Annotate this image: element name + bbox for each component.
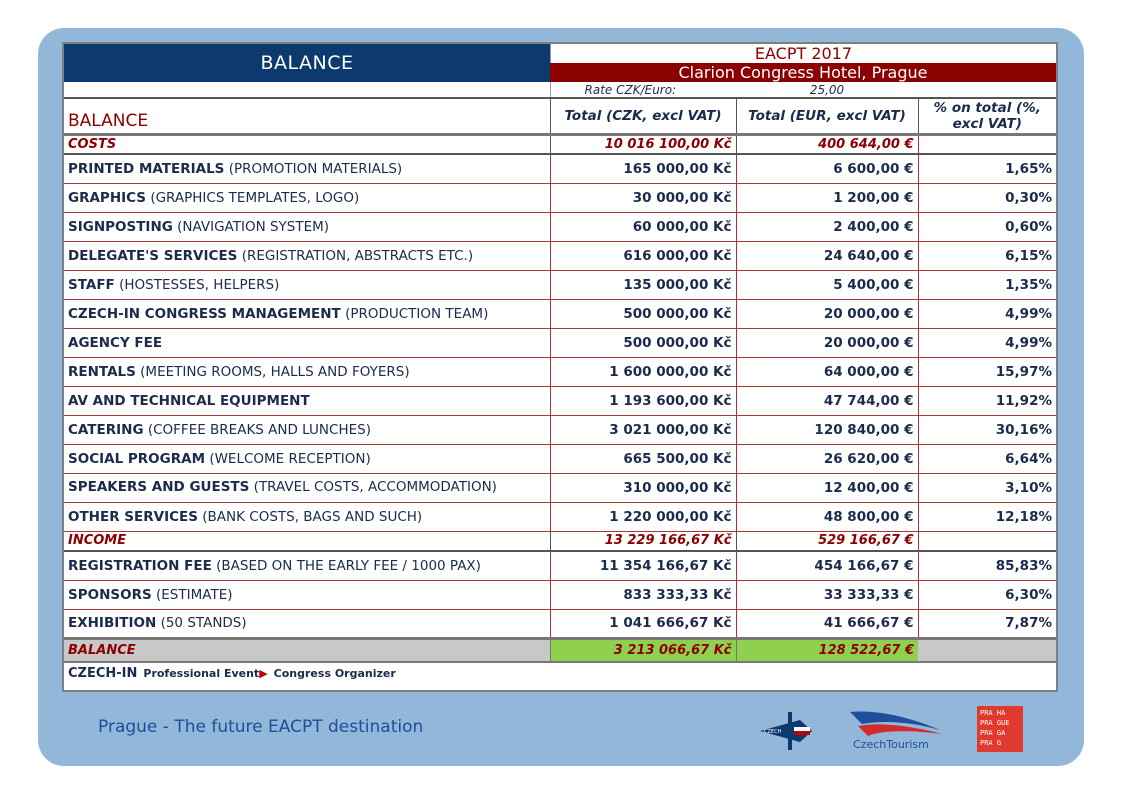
- cost-item-czk: 310 000,00 Kč: [550, 473, 736, 502]
- cost-item-eur: 47 744,00 €: [736, 386, 918, 415]
- item-name: SPEAKERS AND GUESTS: [68, 479, 250, 495]
- item-note: (MEETING ROOMS, HALLS AND FOYERS): [140, 363, 410, 380]
- item-name: CZECH-IN CONGRESS MANAGEMENT: [68, 305, 341, 322]
- footer-tagline-b: Congress Organizer: [273, 667, 396, 680]
- cost-item-name: [64, 154, 550, 183]
- cost-item-name: [64, 473, 550, 502]
- costs-czk: 10 016 100,00 Kč: [550, 134, 736, 154]
- balance-row: [64, 638, 1056, 662]
- cost-item-czk: 60 000,00 Kč: [550, 212, 736, 241]
- income-item-eur: 454 166,67 €: [736, 551, 918, 580]
- item-name: SOCIAL PROGRAM: [68, 450, 206, 467]
- cost-item-name: [64, 299, 550, 328]
- item-name: CATERING: [68, 421, 144, 438]
- income-row: [64, 531, 1056, 551]
- cost-item-name: [64, 183, 550, 212]
- item-name: GRAPHICS: [68, 189, 147, 206]
- item-note: (50 STANDS): [160, 615, 247, 631]
- cost-item-eur: 1 200,00 €: [736, 183, 918, 212]
- item-name: AGENCY FEE: [68, 334, 163, 351]
- cost-item-eur: 48 800,00 €: [736, 502, 918, 531]
- income-item-name: [64, 551, 550, 580]
- balance-label: BALANCE: [64, 638, 550, 662]
- balance-czk: 3 213 066,67 Kč: [550, 638, 736, 662]
- item-note: (HOSTESSES, HELPERS): [119, 276, 280, 293]
- item-note: (ESTIMATE): [156, 586, 233, 603]
- income-item-eur: 41 666,67 €: [736, 609, 918, 638]
- item-note: (COFFEE BREAKS AND LUNCHES): [147, 421, 371, 438]
- income-item-name: [64, 609, 550, 638]
- cost-item-row: [64, 328, 1056, 357]
- cost-item-row: [64, 473, 1056, 502]
- item-note: (NAVIGATION SYSTEM): [177, 218, 330, 235]
- item-note: (WELCOME RECEPTION): [209, 450, 371, 467]
- item-name: SIGNPOSTING: [68, 218, 173, 235]
- cost-item-row: [64, 357, 1056, 386]
- costs-eur: 400 644,00 €: [736, 134, 918, 154]
- cost-item-row: [64, 212, 1056, 241]
- footer-row: [64, 662, 1056, 684]
- event-name: EACPT 2017: [550, 44, 1056, 63]
- budget-table: [64, 82, 1056, 684]
- income-item-pct: 7,87%: [918, 609, 1056, 638]
- cost-item-eur: 26 620,00 €: [736, 444, 918, 473]
- czech-in-logo: [760, 710, 812, 752]
- cost-item-pct: 0,30%: [918, 183, 1056, 212]
- cost-item-pct: 4,99%: [918, 299, 1056, 328]
- income-item-czk: 833 333,33 Kč: [550, 580, 736, 609]
- cost-item-row: [64, 270, 1056, 299]
- income-item-eur: 33 333,33 €: [736, 580, 918, 609]
- income-item-name: [64, 580, 550, 609]
- czechtourism-label: CzechTourism: [853, 738, 929, 751]
- cost-item-pct: 0,60%: [918, 212, 1056, 241]
- item-name: OTHER SERVICES: [68, 508, 198, 525]
- arrow-icon: ▶: [259, 667, 268, 680]
- header-title: BALANCE: [64, 44, 550, 82]
- cost-item-name: [64, 444, 550, 473]
- col-header-pct: % on total (%, excl VAT): [918, 98, 1056, 134]
- cost-item-pct: 11,92%: [918, 386, 1056, 415]
- cost-item-row: [64, 386, 1056, 415]
- income-item-czk: 1 041 666,67 Kč: [550, 609, 736, 638]
- rate-value: 25,00: [736, 82, 918, 98]
- svg-text:CZECH: CZECH: [764, 729, 782, 735]
- balance-eur: 128 522,67 €: [736, 638, 918, 662]
- cost-item-name: [64, 386, 550, 415]
- cost-item-pct: 6,15%: [918, 241, 1056, 270]
- venue-name: Clarion Congress Hotel, Prague: [550, 63, 1056, 82]
- item-note: (BASED ON THE EARLY FEE / 1000 PAX): [216, 557, 481, 574]
- cost-item-pct: 4,99%: [918, 328, 1056, 357]
- cost-item-pct: 6,64%: [918, 444, 1056, 473]
- rate-row: [64, 82, 1056, 98]
- item-name: PRINTED MATERIALS: [68, 160, 225, 177]
- cost-item-pct: 1,35%: [918, 270, 1056, 299]
- item-note: (PRODUCTION TEAM): [345, 305, 489, 322]
- cost-item-czk: 1 220 000,00 Kč: [550, 502, 736, 531]
- income-item-row: [64, 609, 1056, 638]
- cost-item-eur: 20 000,00 €: [736, 328, 918, 357]
- cost-item-eur: 2 400,00 €: [736, 212, 918, 241]
- item-name: STAFF: [68, 276, 115, 293]
- cost-item-eur: 5 400,00 €: [736, 270, 918, 299]
- cost-item-row: [64, 183, 1056, 212]
- rate-label: Rate CZK/Euro:: [550, 82, 736, 98]
- cost-item-eur: 20 000,00 €: [736, 299, 918, 328]
- income-eur: 529 166,67 €: [736, 531, 918, 551]
- cost-item-eur: 120 840,00 €: [736, 415, 918, 444]
- cost-item-name: [64, 357, 550, 386]
- table-title: BALANCE: [64, 98, 550, 134]
- praha-logo-text: PRA HA PRA GUE PRA GA PRA G: [980, 709, 1010, 747]
- item-name: DELEGATE'S SERVICES: [68, 247, 238, 264]
- income-item-row: [64, 580, 1056, 609]
- cost-item-czk: 616 000,00 Kč: [550, 241, 736, 270]
- cost-item-eur: 6 600,00 €: [736, 154, 918, 183]
- income-czk: 13 229 166,67 Kč: [550, 531, 736, 551]
- cost-item-czk: 1 193 600,00 Kč: [550, 386, 736, 415]
- costs-row: [64, 134, 1056, 154]
- income-item-pct: 85,83%: [918, 551, 1056, 580]
- col-header-eur: Total (EUR, excl VAT): [736, 98, 918, 134]
- item-note: (GRAPHICS TEMPLATES, LOGO): [150, 189, 360, 206]
- footer-cell: [64, 662, 1056, 684]
- cost-item-name: [64, 415, 550, 444]
- item-name: RENTALS: [68, 363, 136, 380]
- cost-item-name: [64, 270, 550, 299]
- item-note: (PROMOTION MATERIALS): [228, 160, 403, 177]
- cost-item-czk: 665 500,00 Kč: [550, 444, 736, 473]
- costs-label: COSTS: [64, 134, 550, 154]
- item-note: (TRAVEL COSTS, ACCOMMODATION): [253, 479, 497, 495]
- cost-item-name: [64, 502, 550, 531]
- cost-item-pct: 3,10%: [918, 473, 1056, 502]
- column-header-row: [64, 98, 1056, 134]
- cost-item-czk: 135 000,00 Kč: [550, 270, 736, 299]
- cost-item-czk: 1 600 000,00 Kč: [550, 357, 736, 386]
- cost-item-czk: 30 000,00 Kč: [550, 183, 736, 212]
- cost-item-pct: 30,16%: [918, 415, 1056, 444]
- cost-item-czk: 165 000,00 Kč: [550, 154, 736, 183]
- cost-item-row: [64, 502, 1056, 531]
- income-item-row: [64, 551, 1056, 580]
- footer-brand: CZECH-IN: [68, 666, 138, 681]
- cost-item-row: [64, 154, 1056, 183]
- sheet-header: [64, 44, 1056, 82]
- cost-item-czk: 3 021 000,00 Kč: [550, 415, 736, 444]
- cost-item-eur: 12 400,00 €: [736, 473, 918, 502]
- cost-item-eur: 64 000,00 €: [736, 357, 918, 386]
- balance-sheet: [62, 42, 1058, 692]
- income-label: INCOME: [64, 531, 550, 551]
- item-note: (REGISTRATION, ABSTRACTS ETC.): [241, 247, 474, 264]
- col-header-czk: Total (CZK, excl VAT): [550, 98, 736, 134]
- income-item-czk: 11 354 166,67 Kč: [550, 551, 736, 580]
- cost-item-czk: 500 000,00 Kč: [550, 299, 736, 328]
- cost-item-czk: 500 000,00 Kč: [550, 328, 736, 357]
- item-name: EXHIBITION: [68, 615, 157, 631]
- cost-item-row: [64, 299, 1056, 328]
- cost-item-name: [64, 212, 550, 241]
- cost-item-pct: 1,65%: [918, 154, 1056, 183]
- cost-item-name: [64, 328, 550, 357]
- item-note: (BANK COSTS, BAGS AND SUCH): [202, 508, 423, 525]
- cost-item-name: [64, 241, 550, 270]
- cost-item-row: [64, 444, 1056, 473]
- item-name: REGISTRATION FEE: [68, 557, 212, 574]
- item-name: SPONSORS: [68, 586, 152, 603]
- footer-tagline-a: Professional Event: [143, 667, 260, 680]
- cost-item-row: [64, 241, 1056, 270]
- cost-item-pct: 15,97%: [918, 357, 1056, 386]
- income-item-pct: 6,30%: [918, 580, 1056, 609]
- cost-item-row: [64, 415, 1056, 444]
- cost-item-eur: 24 640,00 €: [736, 241, 918, 270]
- slide-caption: Prague - The future EACPT destination: [98, 717, 424, 737]
- cost-item-pct: 12,18%: [918, 502, 1056, 531]
- item-name: AV AND TECHNICAL EQUIPMENT: [68, 392, 310, 409]
